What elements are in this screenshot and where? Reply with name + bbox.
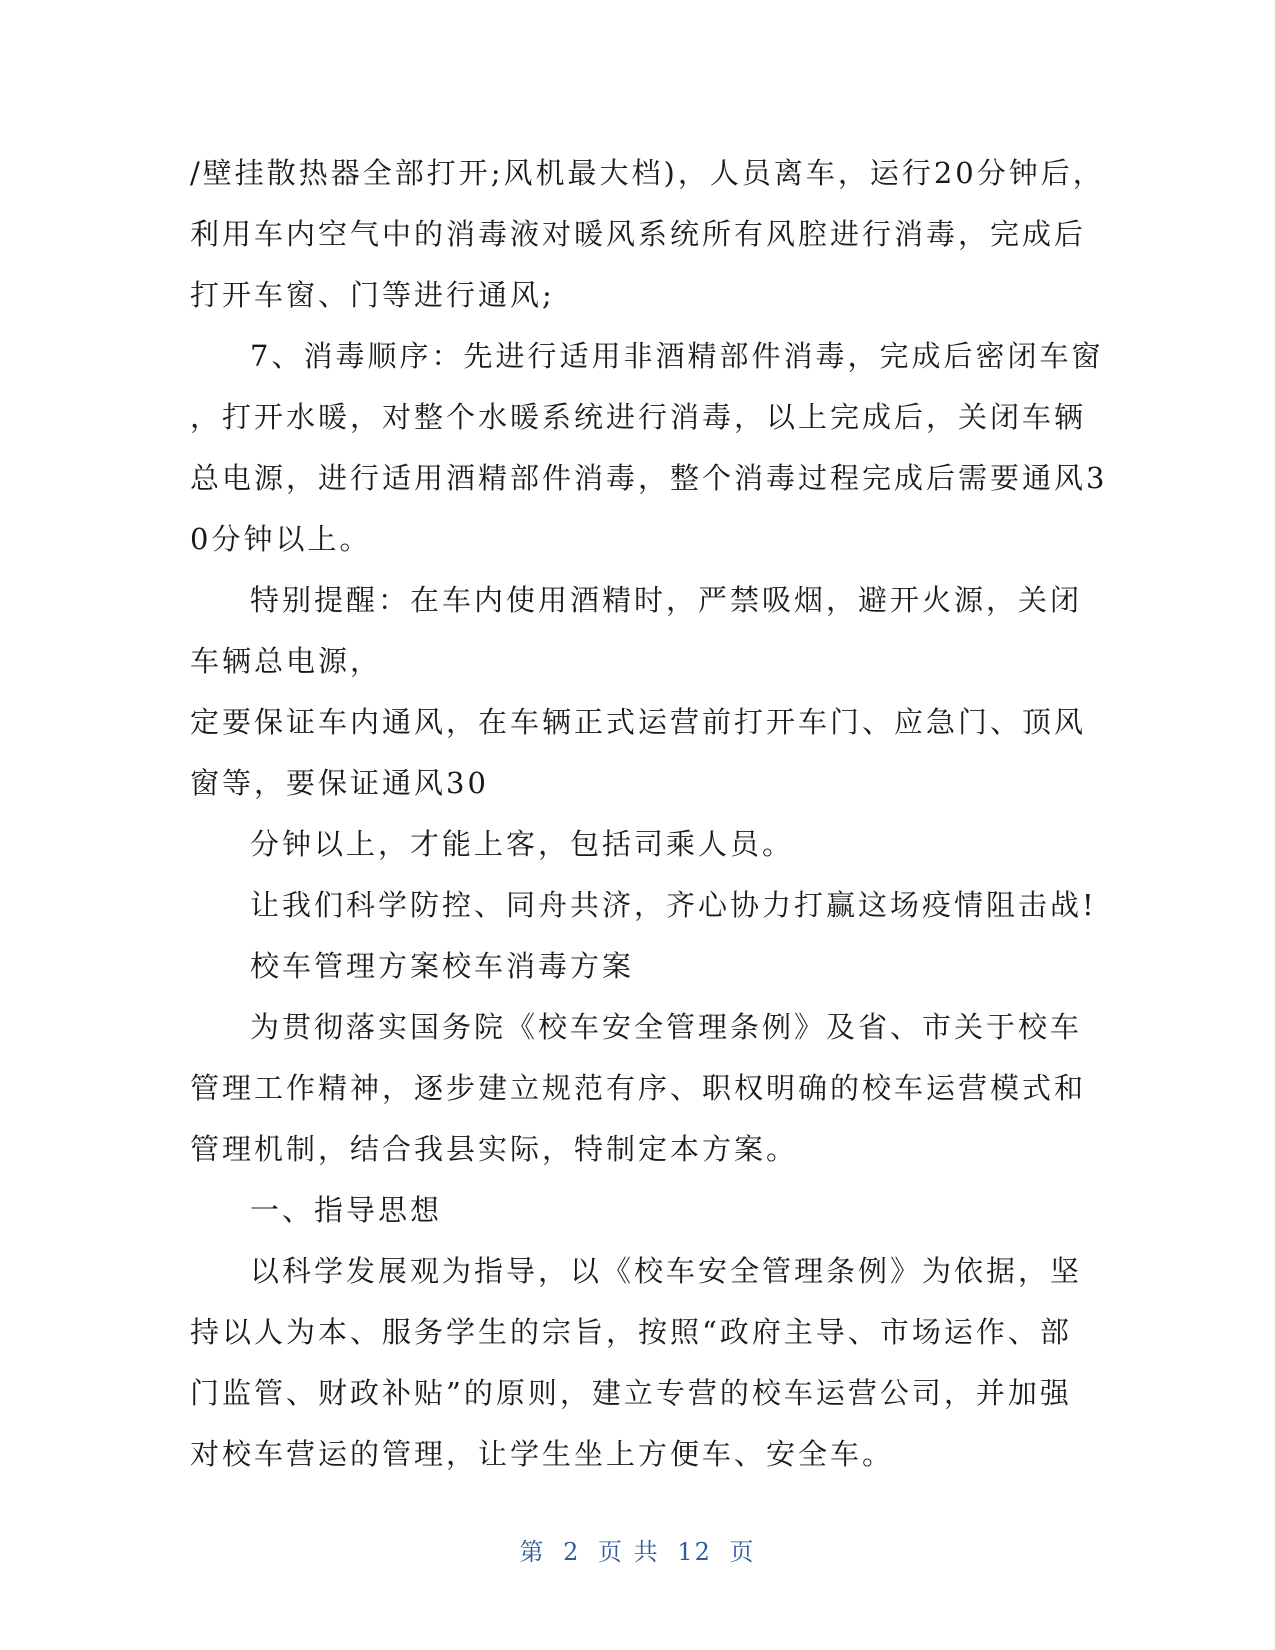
text-line: 窗等，要保证通风30 — [190, 766, 489, 800]
text-line: 分钟以上，才能上客，包括司乘人员。 — [250, 827, 795, 861]
footer-total-pages: 12 — [677, 1538, 712, 1566]
text-line: 管理工作精神，逐步建立规范有序、职权明确的校车运营模式和 — [190, 1071, 1087, 1105]
text-line: /壁挂散热器全部打开;风机最大档)，人员离车，运行20分钟后， — [190, 156, 1105, 190]
text-line: 利用车内空气中的消毒液对暖风系统所有风腔进行消毒，完成后 — [190, 217, 1087, 251]
footer-prefix: 第 — [519, 1538, 546, 1566]
document-body — [190, 143, 1108, 1485]
text-line: 对校车营运的管理，让学生坐上方便车、安全车。 — [190, 1437, 895, 1471]
text-line: 为贯彻落实国务院《校车安全管理条例》及省、市关于校车 — [250, 1010, 1083, 1044]
text-line: 车辆总电源， — [190, 644, 383, 678]
text-line: 以科学发展观为指导，以《校车安全管理条例》为依据，坚 — [250, 1254, 1083, 1288]
text-line: 持以人为本、服务学生的宗旨，按照“政府主导、市场运作、部 — [190, 1315, 1072, 1349]
footer-middle: 页 共 — [598, 1538, 660, 1566]
page-footer — [0, 1532, 1275, 1567]
text-line: 0分钟以上。 — [190, 522, 372, 556]
section-title: 校车管理方案校车消毒方案 — [250, 949, 635, 983]
text-line: 总电源，进行适用酒精部件消毒，整个消毒过程完成后需要通风3 — [190, 461, 1108, 495]
section-heading: 一、指导思想 — [250, 1193, 443, 1227]
text-line: 特别提醒：在车内使用酒精时，严禁吸烟，避开火源，关闭 — [250, 583, 1083, 617]
text-line: 7、消毒顺序：先进行适用非酒精部件消毒，完成后密闭车窗 — [250, 339, 1104, 373]
footer-current-page: 2 — [563, 1538, 581, 1566]
text-line: 管理机制，结合我县实际，特制定本方案。 — [190, 1132, 799, 1166]
text-line: 门监管、财政补贴”的原则，建立专营的校车运营公司，并加强 — [190, 1376, 1072, 1410]
text-line: 打开车窗、门等进行通风; — [190, 278, 555, 312]
footer-suffix: 页 — [729, 1538, 756, 1566]
text-line: 让我们科学防控、同舟共济，齐心协力打赢这场疫情阻击战! — [250, 888, 1097, 922]
text-line: ，打开水暖，对整个水暖系统进行消毒，以上完成后，关闭车辆 — [190, 400, 1087, 434]
text-line: 定要保证车内通风，在车辆正式运营前打开车门、应急门、顶风 — [190, 705, 1087, 739]
